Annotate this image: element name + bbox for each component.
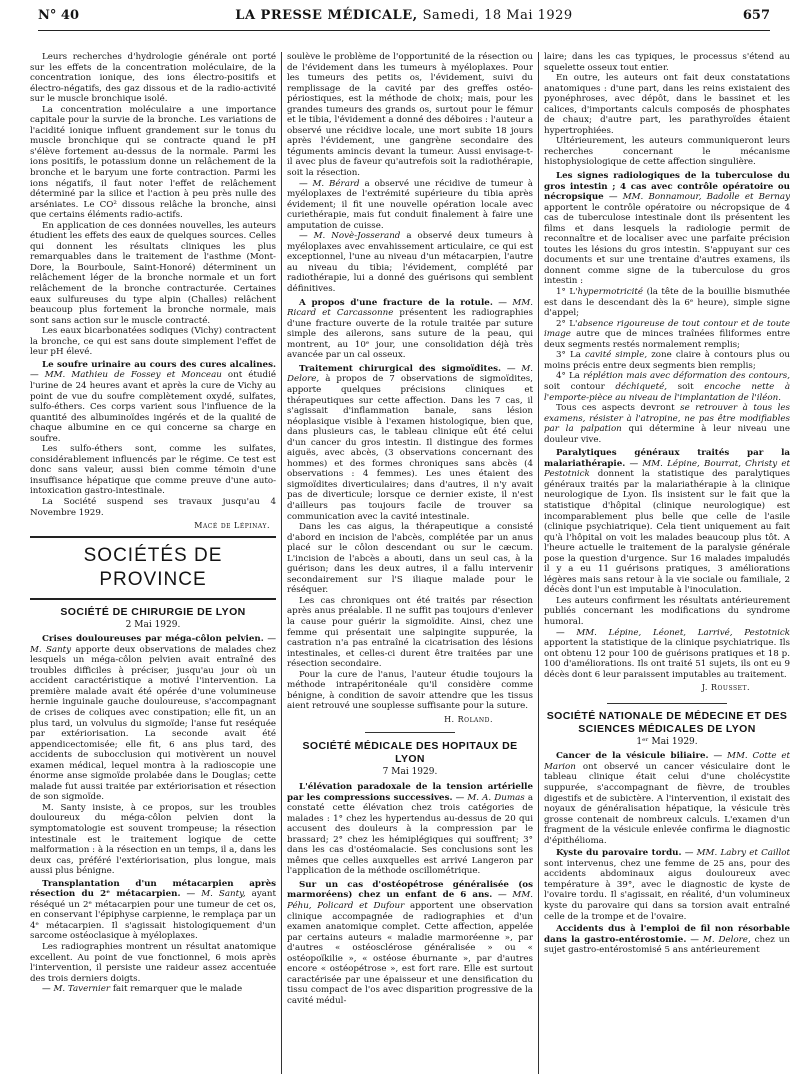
article-authors: — M. Delore,: [287, 363, 533, 385]
article-authors: — M. Santy,: [186, 889, 246, 900]
article-text: apporte deux observations de malades chez lesquels un méga-côlon pelvien avait entraîné des troubles difficiles à préciser, jusqu'au jour où un accident caractéristique a motivé l'intervention. La première malade avait été opérée d'une volumineuse hernie inguinale gauche douloureuse, s'accompagnant de crises de coliques avec constipation; elle fit, un an plus tard, un volvulus du sigmoïde; l'anse fut reséquée par extériorisation. La seconde avait été appendicectomisée; elle fit, 6 ans plus tard, des accidents de subocclusion qui motivèrent un nouvel examen médical, lequel montra à la radioscopie une énorme anse sigmoïde prolabée dans le Douglas; cette malade fut aussi traitée par extériorisation et résection de son sigmoïde.: [30, 644, 276, 803]
society-title: SOCIÉTÉ NATIONALE DE MÉDECINE ET DES SCIENCES MÉDICALES DE LYON: [546, 709, 788, 735]
article-entry: [544, 171, 790, 287]
journal-name: LA PRESSE MÉDICALE,: [235, 8, 418, 23]
article-entry: [544, 924, 790, 956]
article-entry: [287, 179, 533, 232]
paragraph-text: Tous ces aspects devront: [556, 403, 675, 414]
page-header: [38, 2, 770, 31]
paragraph: Leurs recherches d'hydrologie générale ont porté sur les effets de la concentration moléculaire, de la concentration ionique, des ions électro-positifs et électro-négatifs, des gaz dissous et de la radio-activité sur le muscle bronchique isolé.: [30, 52, 276, 105]
article-authors: — M. A. Dumas: [455, 792, 525, 803]
article-authors: — MM. Lépine, Bourrat, Christy et Pestotnick: [544, 458, 790, 480]
sign-emphasis: hypermotricité: [577, 287, 644, 298]
article-authors: — M. Tavernier: [42, 984, 111, 995]
article-text: a observé deux tumeurs à myéloplaxes avec envahissement articulaire, ce qui est exceptionnel, l'une au niveau d'un métacarpien, l'autre au niveau du tibia; l'évidement, complété par radiothérapie, lui a donné des guérisons qui semblent définitives.: [287, 231, 533, 295]
paragraph: Dans les cas aigus, la thérapeutique a consisté d'abord en incision de l'abcès, complétée par un anus placé sur le côlon descendant ou sur le cæcum. L'incision de l'abcès a abouti, dans un seul cas, à la guérison; dans les deux autres, il a fallu intervenir secondairement sur l'S iliaque malade pour le réséquer.: [287, 522, 533, 596]
article-title: Cancer de la vésicule biliaire.: [556, 751, 709, 762]
article-text: ont observé un cancer vésiculaire dont le tableau clinique était celui d'une cholécystite suppurée, s'accompagnant de fièvre, de troubles digestifs et de subictère. A l'intervention, il existait des noyaux de généralisation hépatique, la vésicule très grosse contenait de nombreux calculs. L'examen d'un fragment de la vésicule enlevée confirma le diagnostic d'épithélioma.: [544, 761, 790, 846]
article-entry: [287, 298, 533, 361]
paragraph: La Société suspend ses travaux jusqu'au 4 Novembre 1929.: [30, 496, 276, 518]
article-authors: — MM. Mathieu de Fossey et Monceau: [30, 370, 222, 381]
paragraph: La concentration moléculaire a une importance capitale pour la survie de la bronche. Les variations de l'acidité ionique influent grandement sur le tonus du muscle bronchique qui se contracte quand le pH s'élève fortement au-dessus de la normale. Parmi les ions positifs, le potassium donne un relâchement de la bronche et le baryum une forte contraction. Parmi les ions négatifs, il faut noter l'effet de relâchement déterminé par la silice et l'action à peu près nulle des arséniates. Le CO² dissous relâche la bronche, ainsi que certains éléments radio-actifs.: [30, 104, 276, 221]
sign-emphasis: absence rigoureuse de tout contour et de toute image: [544, 318, 790, 340]
article-text: fait remarquer que le malade: [112, 984, 243, 995]
article-authors: — MM. Bonnamour, Badolle et Bernay: [608, 192, 790, 203]
sign-text: soit contour: [544, 381, 605, 392]
sign-item: [544, 287, 790, 319]
article-title: Le soufre urinaire au cours des cures alcalines.: [42, 359, 276, 370]
issue-date: Samedi, 18 Mai 1929: [422, 8, 573, 23]
section-separator: [607, 703, 727, 704]
journal-masthead: [38, 8, 770, 23]
sign-number: 2° L': [556, 318, 578, 329]
article-title: Accidents dus à l'emploi de fil non résorbable dans la gastro-entérostomie.: [544, 924, 790, 945]
article-entry: [287, 231, 533, 294]
paragraph: Les sulfo-éthers sont, comme les sulfates, considérablement influencés par le régime. Ce test est donc sans valeur, aussi bien comme témoin d'une insuffisance hépatique que comme preuve d'une auto-intoxication gastro-intestinale.: [30, 444, 276, 497]
paragraph-emphasis: se retrouver à tous les examens, résister à l'atropine, ne pas être modifiables par la palpation: [544, 403, 790, 435]
paragraph: Les eaux bicarbonatées sodiques (Vichy) contractent la bronche, ce qui est sans doute simplement l'effet de leur pH élevé.: [30, 326, 276, 358]
article-text: a observé une récidive de tumeur à myéloplaxes de l'extrémité supérieure du tibia après évidement; il fit une nouvelle opération locale avec curiethérapie, mais fut conduit finalement à faire une amputation de cuisse.: [287, 178, 533, 231]
article-text: donnent la statistique des paralytiques généraux traités par la malariathérapie à la clinique neurologique de Lyon. Ils insistent sur le fait que la statistique d'hôpital (clinique neurologique) est incomparablement plus belle que celle de l'asile (clinique psychiatrique). Cela tient uniquement au fait qu'à l'hôpital on voit les malades beaucoup plus tôt. A l'heure actuelle le traitement de la paralysie générale pose la question d'urgence. Sur 16 malades impaludés il y a eu 11 guérisons pratiques, 3 améliorations légères mais sans retour à la vie sociale ou familiale, 2 décès dont l'un est imputable à l'inoculation.: [544, 469, 790, 596]
article-text: chez un sujet gastro-entérostomisé 5 ans antérieurement: [544, 934, 790, 956]
article-entry: [544, 448, 790, 596]
session-date: 7 Mai 1929.: [382, 767, 438, 778]
article-authors: — MM. Péhu, Policard et Dufour: [287, 890, 533, 912]
article-text: apportent une observation clinique accompagnée de radiographies et d'un examen anatomique complet. Cette affection, appelée par certains auteurs « maladie marmoréenne », par d'autres « ostéosclérose généralisée » ou « ostéopoïkilie », « ostéose éburnante », par d'autres encore « ostéopétrose », est fort rare. Elle est surtout caractérisée par une épaisseur et une densification du tissu compact de l'os avec disparition progressive de la cavité médul-: [287, 901, 533, 1006]
article-text: présentent les radiographies d'une fracture ouverte de la rotule traitée par suture simple des ailerons, sans suture de la peau, qui montrent, au 10ᵉ jour, une consolidation déjà très avancée par un cal osseux.: [287, 308, 533, 361]
article-text: ont étudié l'urine de 24 heures avant et après la cure de Vichy au point de vue du soufre complètement oxydé, sulfates, sulfo-éthers. Ces corps varient sous l'influence de la quantité des albuminoïdes ingérés et de la qualité de chaque albumine en ce qui concerne sa charge en soufre.: [30, 370, 276, 444]
paragraph: Ultérieurement, les auteurs communiqueront leurs recherches concernant le mécanisme histophysiologique de cette affection singulière.: [544, 136, 790, 168]
sign-emphasis: réplétion mais avec déformation des contours,: [583, 371, 790, 382]
article-authors: — MM. Labry et Caillot: [684, 848, 790, 859]
article-entry: [30, 879, 276, 942]
issue-number: N° 40: [38, 8, 79, 23]
paragraph-text: qui détermine à leur niveau une douleur vive.: [544, 424, 790, 445]
sign-number: 1° L': [556, 287, 578, 298]
column-1: [30, 52, 276, 1076]
session-date: 2 Mai 1929.: [125, 619, 181, 630]
article-entry: [287, 782, 533, 877]
article-title: Crises douloureuses par méga-côlon pelvien.: [42, 634, 264, 645]
column-3: [544, 52, 790, 1076]
sign-text: (la tête de la bouillie bismuthée est dans le descendant dès la 6ᵉ heure), simple signe d'appel;: [544, 287, 790, 319]
society-title: SOCIÉTÉ DE CHIRURGIE DE LYON: [60, 605, 246, 618]
sign-text: zone claire à contours plus ou moins précis entre deux segments bien remplis;: [544, 350, 790, 371]
paragraph: Pour la cure de l'anus, l'auteur étudie toujours la méthode intrapéritonéale qu'il considère comme bénigne, à condition de savoir attendre que les tissus aient retrouvé une souplesse suffisante pour la suture.: [287, 669, 533, 712]
article-title: Paralytiques généraux traités par la malariathérapie.: [544, 448, 790, 469]
article-entry: [30, 634, 276, 803]
article-entry: [544, 848, 790, 922]
article-title: A propos d'une fracture de la rotule.: [299, 297, 493, 308]
sign-item: [544, 371, 790, 403]
paragraph: En application de ces données nouvelles, les auteurs étudient les effets des eaux de quelques sources. Celles qui donnent les résultats cliniques les plus remarquables dans le traitement de l'asthme (Mont-Dore, la Bourboule, Saint-Honoré) déterminent un relâchement léger de la bronche normale et un fort relâchement de la bronche contracturée. Certaines eaux sulfureuses du type alpin (Challes) relâchent beaucoup plus fortement la bronche normale, mais sont sans action sur le muscle contracté.: [30, 220, 276, 326]
sign-item: [544, 319, 790, 351]
paragraph: Les cas chroniques ont été traités par résection après anus préalable. Il ne suffit pas toujours d'enlever la cause pour guérir la sigmoïdite. Ainsi, chez une femme qui présentait une salpingite suppurée, la castration n'a pas entraîné la cicatrisation des lésions intestinales, et celles-ci durent être traitées par une résection secondaire.: [287, 595, 533, 670]
article-text: sont intervenus, chez une femme de 25 ans, pour des accidents abdominaux aigus douloureux avec température à 39°, avec le diagnostic de kyste de l'ovaire tordu. Il s'agissait, en réalité, d'un volumineux kyste du parovaire qui dans sa torsion avait entraîné celle de la trompe et de l'ovaire.: [544, 858, 790, 922]
paragraph: Les radiographies montrent un résultat anatomique excellent. Au point de vue fonctionnel, 6 mois après l'intervention, il persiste une raideur assez accentuée des trois derniers doigts.: [30, 942, 276, 984]
section-separator: [365, 732, 455, 733]
column-rule-1: [281, 52, 282, 1074]
column-rule-2: [538, 52, 539, 1074]
article-authors: — M. Delore,: [690, 934, 751, 945]
article-text: à propos de 7 observations de sigmoïdites, apporte quelques précisions cliniques et thérapeutiques sur cette affection. Dans les 7 cas, il s'agissait d'inflammation banale, sans lésion néoplasique visible à l'examen histologique, bien que, dans plusieurs cas, le tableau clinique eût été celui d'un cancer du gros intestin. Il distingue des formes aiguës, avec abcès, (3 observations concernant des hommes) et des formes chroniques sans abcès (4 observations : 4 femmes). Les unes étaient des sigmoïdites diverticulaires; dans d'autres, il n'y avait pas de diverticule; lorsque ce dernier existe, il n'est d'ailleurs pas toujours facile de trouver sa communication avec la cavité intestinale.: [287, 374, 533, 522]
article-text: a constaté cette élévation chez trois catégories de malades : 1° chez les hypertendus au-dessus de 20 qui accusent des douleurs à la compression par le brassard; 2° chez les hémiplégiques qui souffrent; 3° dans les cas d'ostéomalacie. Ses conclusions sont les mêmes que celles auxquelles est arrivé Langeron par l'application de la méthode oscillométrique.: [287, 792, 533, 877]
paragraph: laire; dans les cas typiques, le processus s'étend au squelette osseux tout entier.: [544, 52, 790, 73]
paragraph: En outre, les auteurs ont fait deux constatations anatomiques : d'une part, dans les reins existaient des pyonéphroses, avec dépôt, dans le bassinet et les calices, d'importants calculs composés de phosphates de chaux; d'autre part, les parathyroïdes étaient hypertrophiées.: [544, 73, 790, 136]
society-title: SOCIÉTÉ MÉDICALE DES HOPITAUX DE LYON: [302, 740, 518, 766]
article-entry: [544, 628, 790, 681]
sign-emphasis: encoche nette à l'emporte-pièce au niveau de l'implantation de l'iléon.: [544, 381, 790, 403]
article-title: L'élévation paradoxale de la tension artérielle par les compressions successives.: [287, 782, 533, 803]
sign-text: soit: [677, 381, 694, 392]
article-authors: — MM. Ricard et Carcassonne: [287, 297, 533, 319]
article-entry: [287, 880, 533, 1007]
paragraph: soulève le problème de l'opportunité de la résection ou de l'évidement dans les tumeurs à myéloplaxes. Pour les tumeurs des petits os, l'évidement, suivi du remplissage de la cavité par des greffes ostéo-périostiques, est la méthode de choix; mais, pour les grandes tumeurs des grands os, surtout pour le fémur et le tibia, l'évidement a donné des déboires : l'auteur a observé une récidive locale, une mort subite 18 jours après l'évidement, une gangrène secondaire des téguments amincis devant la tumeur. Aussi envisage-t-il avec plus de faveur qu'autrefois soit la radiothérapie, soit la résection.: [287, 52, 533, 179]
sign-number: 4° La: [556, 371, 580, 382]
article-entry: [30, 360, 276, 444]
article-text: ayant réséqué un 2ᵉ métacarpien pour une tumeur de cet os, en conservant l'épiphyse carpienne, le remplaça par un 4ᵉ métacarpien. Il s'agissait histologiquement d'un sarcome ostéoclasique à myéloplaxes.: [30, 889, 276, 942]
article-authors: — MM. Cotte et Marion: [544, 751, 790, 772]
author-signature: H. Roland.: [444, 714, 493, 724]
article-title: Kyste du parovaire tordu.: [556, 848, 682, 859]
column-2: [287, 52, 533, 1076]
session-date: 1ᵉʳ Mai 1929.: [636, 736, 698, 747]
article-authors: — M. Novè-Josserand: [299, 231, 401, 242]
article-authors: — MM. Lépine, Léonet, Larrivé, Pestotnick: [556, 627, 790, 638]
sign-emphasis: cavité simple,: [584, 350, 648, 361]
article-entry: [30, 984, 276, 995]
sign-item: [544, 350, 790, 371]
paragraph: M. Santy insiste, à ce propos, sur les troubles douloureux du méga-côlon pelvien dont la symptomatologie est souvent trompeuse; la résection intestinale est le traitement logique de cette malformation : à la résection en un temps, il a, dans les deux cas, préféré l'extériorisation, plus longue, mais aussi plus bénigne.: [30, 802, 276, 877]
article-text: apportent le contrôle opératoire ou nécropsique de 4 cas de tuberculose intestinale dont ils présentent les films et dans lesquels la radiologie permit de reconnaître et de localiser avec une parfaite précision toutes les lésions du gros intestin. S'appuyant sur ces documents et sur une trentaine d'autres examens, ils donnent comme signe de la tuberculose du gros intestin :: [544, 202, 790, 287]
article-title: Les signes radiologiques de la tuberculose du gros intestin ; 4 cas avec contrôle opératoire ou nécropsique: [544, 171, 790, 203]
paragraph: [544, 403, 790, 445]
article-authors: — M. Santy: [30, 634, 276, 655]
sign-emphasis: déchiqueté,: [615, 381, 668, 392]
article-entry: [544, 751, 790, 846]
page-number: 657: [742, 8, 770, 23]
article-title: Traitement chirurgical des sigmoïdites.: [299, 363, 502, 374]
article-title: Transplantation d'un métacarpien après résection du 2ᵉ métacarpien.: [30, 878, 276, 900]
article-entry: [287, 364, 533, 522]
author-signature: Macé de Lépinay.: [194, 521, 270, 531]
paragraph: Les auteurs confirment les résultats antérieurement publiés concernant les modifications du syndrome humoral.: [544, 595, 790, 627]
section-title: SOCIÉTÉS DE PROVINCE: [30, 536, 276, 600]
author-signature: J. Rousset.: [701, 683, 750, 693]
article-title: Sur un cas d'ostéopétrose généralisée (os marmoréens) chez un enfant de 6 ans.: [287, 879, 533, 901]
sign-number: 3° La: [556, 350, 581, 361]
sign-text: autre que de minces traînées filiformes entre deux segments restés normalement remplis;: [544, 329, 790, 350]
article-text: apportent la statistique de la clinique psychiatrique. Ils ont obtenu 12 pour 100 de guérisons pratiques et 18 p. 100 d'améliorations. Ils ont traité 51 sujets, ils ont eu 9 décès dont 6 leur paraissent imputables au traitement.: [544, 638, 790, 680]
article-authors: — M. Bérard: [299, 178, 360, 189]
